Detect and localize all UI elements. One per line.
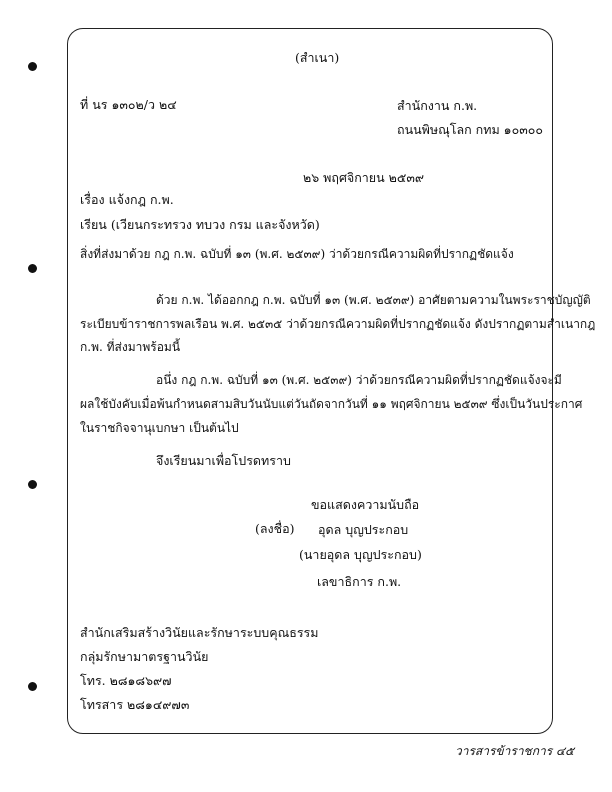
enclosure-line: สิ่งที่ส่งมาด้วย กฎ ก.พ. ฉบับที่ ๑๓ (พ.ศ. ๒๕๓๙) ว่าด้วยกรณีความผิดที่ปรากฏชัดแจ้ง bbox=[80, 247, 514, 261]
contact-group: กลุ่มรักษามาตรฐานวินัย bbox=[80, 649, 209, 664]
recipient-line: เรียน (เวียนกระทรวง ทบวง กรม และจังหวัด) bbox=[80, 217, 320, 232]
office-name: สำนักงาน ก.พ. bbox=[397, 98, 478, 113]
closing-request: จึงเรียนมาเพื่อโปรดทราบ bbox=[156, 453, 291, 468]
paragraph-1-line-1: ด้วย ก.พ. ได้ออกกฎ ก.พ. ฉบับที่ ๑๓ (พ.ศ. ๒๕๓๙) อาศัยตามความในพระราชบัญญัติ bbox=[156, 293, 591, 307]
signed-label: (ลงชื่อ) bbox=[255, 521, 295, 536]
signer-position: เลขาธิการ ก.พ. bbox=[317, 574, 402, 589]
punch-hole-top bbox=[28, 62, 37, 71]
paragraph-1-line-2: ระเบียบข้าราชการพลเรือน พ.ศ. ๒๕๓๕ ว่าด้วยกรณีความผิดที่ปรากฏชัดแจ้ง ดังปรากฏตามสำเนากฎ bbox=[80, 317, 596, 331]
punch-hole-middle bbox=[28, 264, 37, 273]
copy-mark: (สำเนา) bbox=[295, 50, 340, 65]
signed-name: อุดล บุญประกอบ bbox=[318, 522, 409, 537]
journal-page-label: วารสารข้าราชการ ๔๕ bbox=[455, 744, 575, 758]
contact-unit: สำนักเสริมสร้างวินัยและรักษาระบบคุณธรรม bbox=[80, 625, 319, 640]
paragraph-2-line-1: อนึ่ง กฎ ก.พ. ฉบับที่ ๑๓ (พ.ศ. ๒๕๓๙) ว่าด้วยกรณีความผิดที่ปรากฏชัดแจ้งจะมี bbox=[156, 373, 562, 387]
paragraph-2-line-3: ในราชกิจจานุเบกษา เป็นต้นไป bbox=[80, 421, 239, 435]
subject-line: เรื่อง แจ้งกฎ ก.พ. bbox=[80, 192, 174, 207]
printed-name: (นายอุดล บุญประกอบ) bbox=[299, 547, 422, 562]
document-date: ๒๖ พฤศจิกายน ๒๕๓๙ bbox=[303, 170, 425, 185]
salutation: ขอแสดงความนับถือ bbox=[311, 497, 420, 512]
punch-hole-lower bbox=[28, 480, 37, 489]
punch-hole-bottom bbox=[28, 682, 37, 691]
contact-telephone: โทร. ๒๘๑๘๖๙๗ bbox=[80, 673, 172, 688]
paragraph-1-line-3: ก.พ. ที่ส่งมาพร้อมนี้ bbox=[80, 340, 181, 354]
contact-fax: โทรสาร ๒๘๑๔๙๗๓ bbox=[80, 697, 190, 712]
document-number: ที่ นร ๑๓๐๒/ว ๒๔ bbox=[80, 97, 177, 112]
paragraph-2-line-2: ผลใช้บังคับเมื่อพ้นกำหนดสามสิบวันนับแต่วันถัดจากวันที่ ๑๑ พฤศจิกายน ๒๕๓๙ ซึ่งเป็นวันประกาศ bbox=[80, 397, 583, 411]
office-address: ถนนพิษณุโลก กทม ๑๐๓๐๐ bbox=[397, 122, 544, 137]
